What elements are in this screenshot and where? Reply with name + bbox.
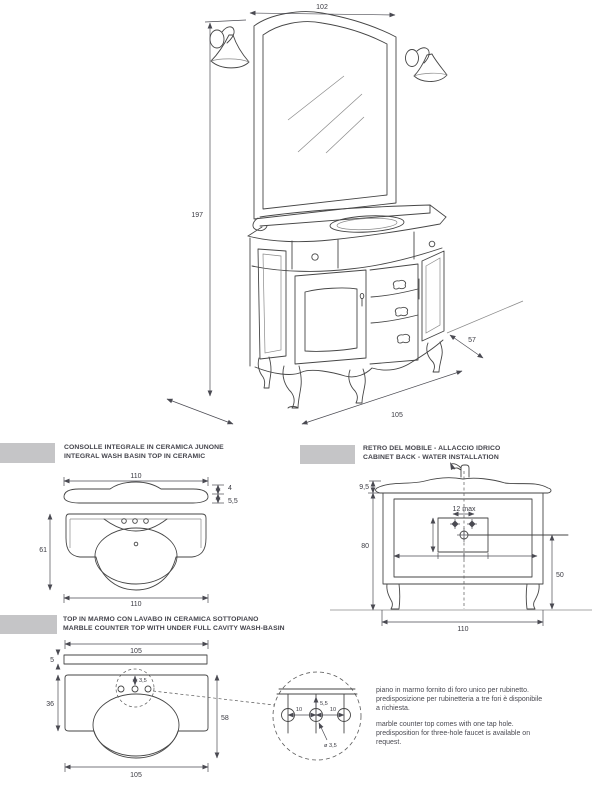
vanity-perspective-drawing [167,4,523,424]
dim-edge-to-hole: 5,5 [320,701,328,707]
dim-ceramic-hump: 4 [228,485,232,492]
dim-marble-thickness: 5 [50,657,54,664]
dim-cabinet-width: 105 [391,412,403,419]
dim-hole-diameter: ø 3,5 [324,743,337,749]
marble-section-header [63,616,285,633]
note-english: marble counter top comes with one tap hole. predisposition for three-hole faucet is available on request. [376,721,531,746]
cabinet-back-drawing [330,462,592,633]
back-section-header [363,445,500,462]
tap-hole-detail-drawing [273,672,361,760]
ceramic-section-header-bar [0,443,55,463]
left-wall-lamp-icon [210,27,249,68]
back-title-en: CABINET BACK - WATER INSTALLATION [363,453,499,461]
dim-marble-top-width: 105 [130,648,142,655]
dim-mirror-width: 102 [316,4,328,11]
note-italian: piano in marmo fornito di foro unico per rubinetto. predisposizione per rubinetteria a tre fori è disponibile a richiesta. [376,687,543,712]
dim-hole-spacing-left: 10 [295,707,303,713]
dim-hole-edge-offset: 3,5 [139,678,147,684]
notes-block [376,687,544,756]
dim-inlet-zone: 12 max [452,506,476,513]
cabinet-counter-drawing [248,205,446,242]
dim-marble-bottom-width: 105 [130,772,142,779]
top-drawing-dimensions [167,4,483,424]
marble-top-drawing [46,640,274,779]
mirror-drawing [254,12,396,219]
ceramic-title-it: CONSOLLE INTEGRALE IN CERAMICA JUNONE [64,444,224,451]
dim-total-height: 197 [191,212,203,219]
dim-ceramic-bottom-width: 110 [130,601,142,608]
dim-ceramic-edge: 5,5 [228,498,238,505]
ceramic-section-header [64,444,224,461]
back-title-it: RETRO DEL MOBILE - ALLACCIO IDRICO [363,445,501,452]
dim-ceramic-top-width: 110 [130,473,142,480]
ceramic-title-en: INTEGRAL WASH BASIN TOP IN CERAMIC [64,452,206,460]
dim-drain-height: 50 [556,572,564,579]
dim-ceramic-depth: 61 [39,547,47,554]
valve-symbols [450,519,477,529]
marble-title-it: TOP IN MARMO CON LAVABO IN CERAMICA SOTTOPIANO [63,616,259,623]
marble-section-header-bar [0,615,57,634]
dim-backsplash-height: 9,5 [359,484,369,491]
dim-marble-total-depth: 58 [221,715,229,722]
dim-cabinet-height: 80 [361,543,369,550]
dim-hole-spacing-right: 10 [329,707,337,713]
ceramic-top-drawing [39,473,238,608]
cabinet-body-drawing [250,232,523,408]
back-section-header-bar [300,445,355,464]
right-wall-lamp-icon [406,48,448,82]
dim-back-width: 110 [457,626,469,633]
dim-marble-straight-depth: 36 [46,701,54,708]
marble-title-en: MARBLE COUNTER TOP WITH UNDER FULL CAVITY WASH-BASIN [63,624,285,632]
dim-depth: 57 [468,337,476,344]
